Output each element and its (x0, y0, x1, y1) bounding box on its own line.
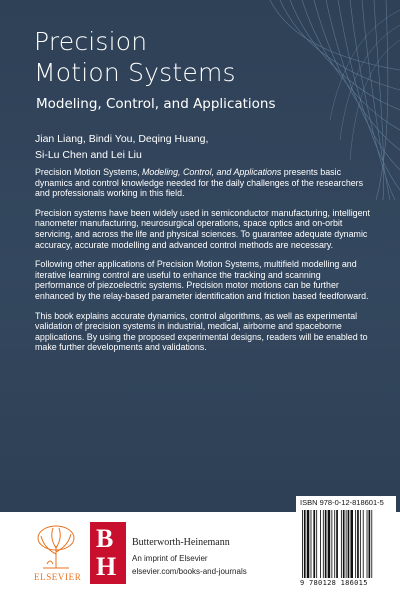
publisher-name: Butterworth-Heinemann (132, 537, 230, 548)
blurb-paragraph-3: Following other applications of Precision Motion Systems, multifield modelling and iterative learning control are useful to enhance the tracking and scanning performance of piezoelectric systems. Precision motor motions can be further enhanced by the relay-based parameter identification and friction based feedforward. (35, 259, 369, 301)
blurb-paragraph-1 (35, 167, 371, 199)
publisher-url: elsevier.com/books-and-journals (132, 567, 247, 576)
authors-line-2: Si-Lu Chen and Lei Liu (35, 149, 142, 161)
book-subtitle: Modeling, Control, and Applications (36, 96, 276, 112)
barcode-digits: 9 780128 186015 (300, 579, 368, 587)
isbn-label: ISBN 978-0-12-818601-5 (300, 498, 384, 507)
elsevier-wordmark: ELSEVIER (34, 572, 82, 582)
blurb-lead: Precision Motion Systems, (35, 167, 143, 177)
description-blurb (35, 167, 371, 362)
blurb-paragraph-4: This book explains accurate dynamics, control algorithms, as well as experimental validation of precision systems in industrial, medical, airborne and spaceborne applications. By using the proposed experimental designs, readers will be enabled to make further developments and validations. (35, 310, 368, 353)
title-line-2: Motion Systems (34, 58, 236, 87)
title-line-1: Precision (34, 27, 148, 56)
authors-line-1: Jian Liang, Bindi You, Deqing Huang, (35, 133, 209, 145)
isbn-barcode-block (296, 496, 396, 596)
blurb-rest: presents basic dynamics and control knowledge needed for the daily challenges of the researchers and professionals working in this field. (35, 167, 364, 199)
butterworth-heinemann-logo (90, 522, 126, 584)
author-list (35, 131, 208, 163)
blurb-italic-subtitle: Modeling, Control, and Applications (142, 167, 282, 177)
blurb-paragraph-2: Precision systems have been widely used in semiconductor manufacturing, intelligent nanometer manufacturing, neurosurgical operations, space optics and on-orbit servicing, and across the life and physical sciences. To guarantee adequate dynamic accuracy, accurate modelling and advanced control methods are necessary. (35, 207, 370, 250)
imprint-line: An imprint of Elsevier (132, 554, 208, 563)
book-title (34, 26, 236, 88)
elsevier-tree-logo (33, 524, 79, 570)
logo-letter-b: B (96, 524, 114, 553)
barcode (300, 510, 392, 578)
logo-letter-h: H (96, 552, 117, 581)
